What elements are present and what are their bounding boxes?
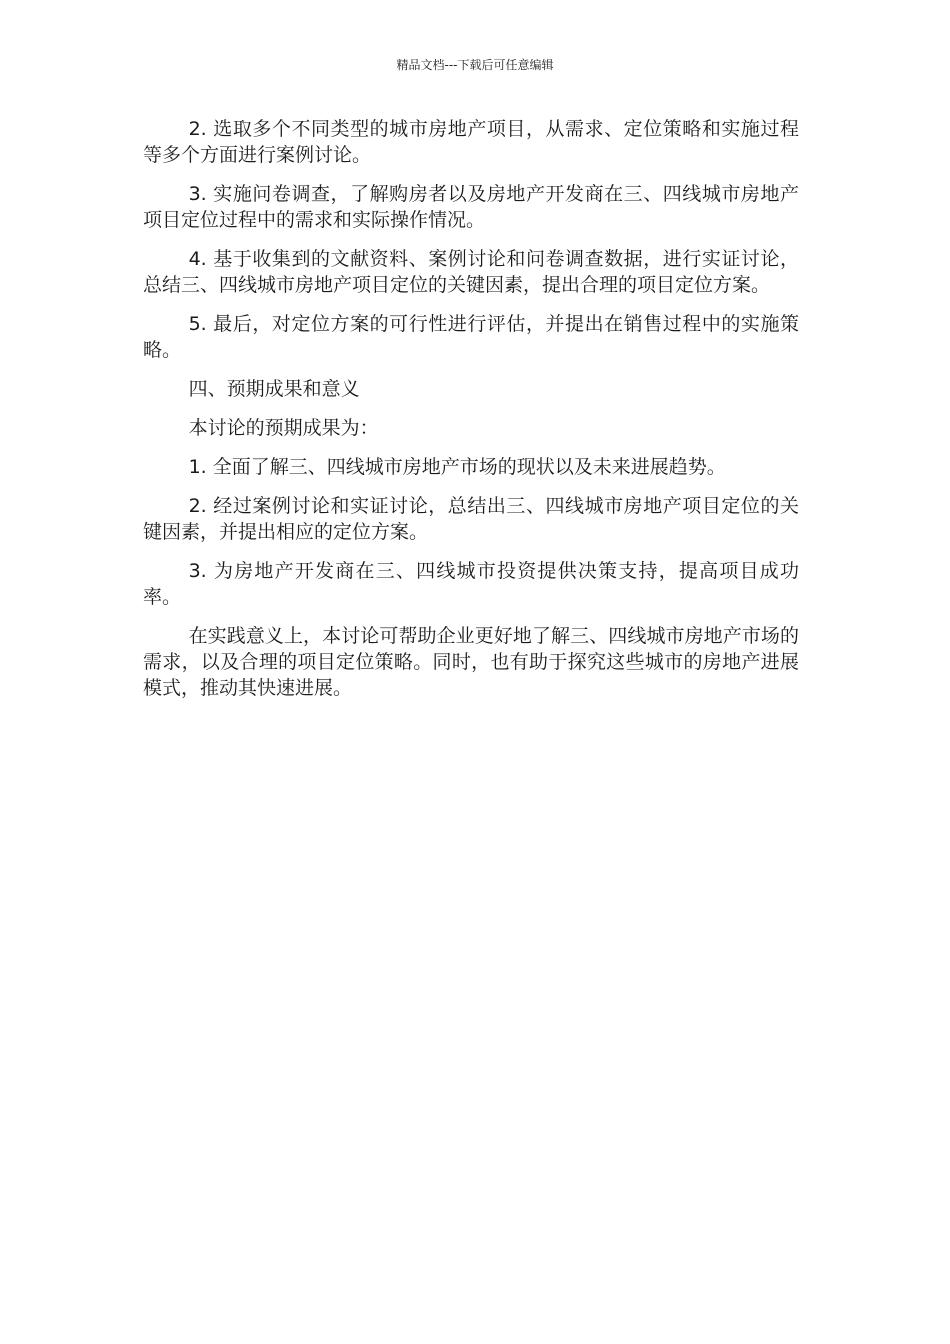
paragraph-method-3: 3. 实施问卷调查，了解购房者以及房地产开发商在三、四线城市房地产项目定位过程中的需求和实际操作情况。	[143, 183, 799, 231]
paragraph-outcomes-intro: 本讨论的预期成果为：	[188, 417, 379, 439]
paragraph-significance: 在实践意义上，本讨论可帮助企业更好地了解三、四线城市房地产市场的需求，以及合理的项目定位策略。同时，也有助于探究这些城市的房地产进展模式，推动其快速进展。	[143, 625, 799, 699]
section-heading: 四、预期成果和意义	[188, 378, 360, 400]
paragraph-outcome-1: 1. 全面了解三、四线城市房地产市场的现状以及未来进展趋势。	[188, 456, 726, 478]
page-header: 精品文档---下载后可任意编辑	[396, 58, 554, 72]
paragraph-method-4: 4. 基于收集到的文献资料、案例讨论和问卷调查数据，进行实证讨论，总结三、四线城市房地产项目定位的关键因素，提出合理的项目定位方案。	[143, 248, 799, 296]
paragraph-method-2: 2. 选取多个不同类型的城市房地产项目，从需求、定位策略和实施过程等多个方面进行案例讨论。	[143, 118, 799, 166]
paragraph-method-5: 5. 最后，对定位方案的可行性进行评估，并提出在销售过程中的实施策略。	[143, 313, 799, 361]
document-body	[143, 116, 799, 714]
paragraph-outcome-3: 3. 为房地产开发商在三、四线城市投资提供决策支持，提高项目成功率。	[143, 560, 799, 608]
paragraph-outcome-2: 2. 经过案例讨论和实证讨论，总结出三、四线城市房地产项目定位的关键因素，并提出相应的定位方案。	[143, 495, 799, 543]
